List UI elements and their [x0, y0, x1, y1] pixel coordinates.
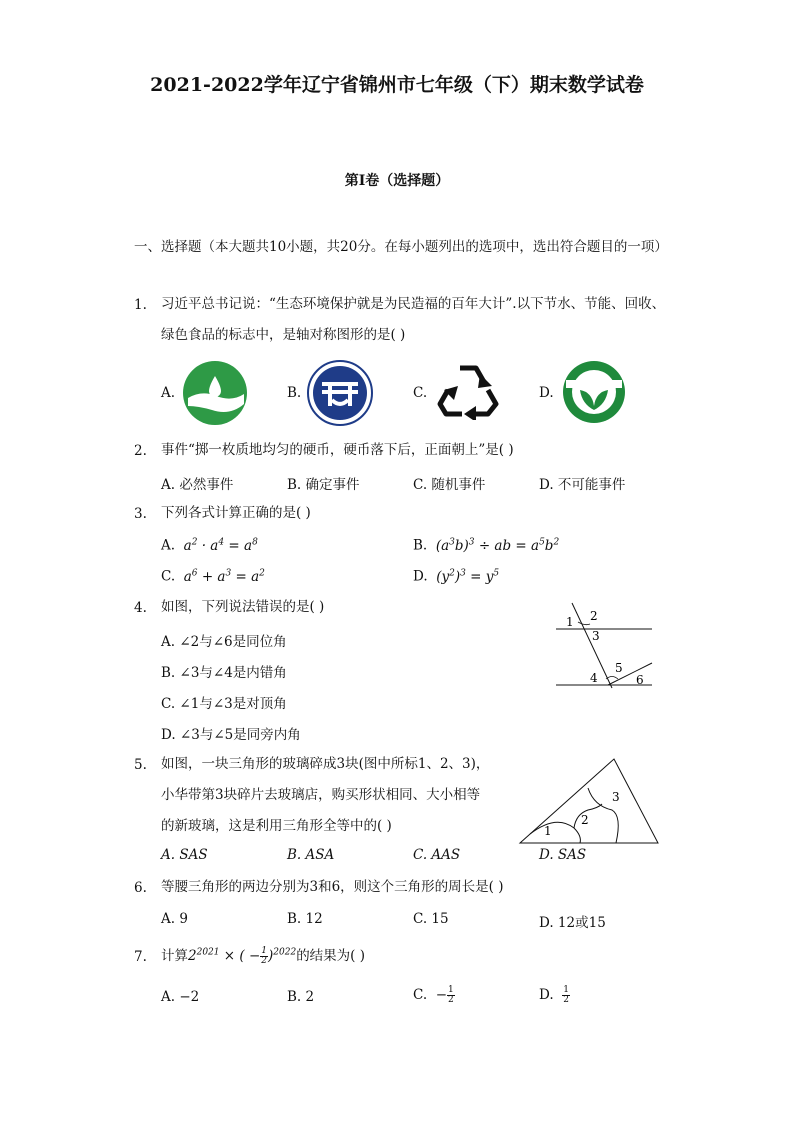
question-number: 3.	[134, 506, 147, 522]
angle-label: 1	[566, 615, 574, 629]
question-number: 7.	[134, 949, 147, 965]
option-b[interactable]: B. 2	[287, 989, 315, 1005]
option-c[interactable]: C. ∠1与∠3是对顶角	[161, 696, 287, 712]
energy-saving-logo-icon	[306, 360, 374, 426]
section-subtitle: 第I卷（选择题）	[344, 173, 450, 189]
option-d[interactable]: D. ∠3与∠5是同旁内角	[161, 727, 301, 743]
question-number: 5.	[134, 757, 147, 773]
option-c[interactable]: C. 随机事件	[413, 477, 486, 493]
option-a[interactable]: A. −2	[161, 989, 200, 1005]
option-c[interactable]: C.	[413, 385, 428, 401]
angles-figure	[552, 600, 656, 690]
paper-title: 2021-2022学年辽宁省锦州市七年级（下）期末数学试卷	[150, 74, 644, 96]
formula: $a^6 + a^3 = a^2$	[183, 568, 265, 585]
option-b[interactable]: B. 确定事件	[287, 477, 360, 493]
option-b[interactable]: B. 12	[287, 911, 323, 927]
question-number: 4.	[134, 600, 147, 616]
option-d[interactable]: D. SAS	[539, 847, 587, 863]
formula: $(y^2)^3 = y^5$	[436, 568, 500, 585]
angle-label: 3	[592, 629, 600, 643]
question-text: 下列各式计算正确的是( )	[161, 505, 311, 521]
option-a[interactable]: A.	[161, 385, 176, 401]
question-text: 如图，下列说法错误的是( )	[161, 599, 325, 615]
broken-glass-triangle-figure	[516, 756, 662, 848]
piece-label: 2	[581, 813, 589, 827]
option-a[interactable]: A. 必然事件	[161, 477, 234, 493]
option-c[interactable]: C. $a^6 + a^3 = a^2$	[161, 568, 265, 585]
option-a[interactable]: A. 9	[161, 911, 188, 927]
option-c[interactable]: C. AAS	[413, 847, 461, 863]
option-b[interactable]: B.	[287, 385, 302, 401]
option-d[interactable]: D. 12或15	[539, 915, 606, 931]
question-text: 计算$2^{2021}$ × ( − $\frac{1}{2}$ )$^{2022}$的结果为( )	[161, 946, 366, 966]
option-b[interactable]: B. ∠3与∠4是内错角	[161, 665, 287, 681]
piece-label: 1	[544, 824, 552, 838]
recycle-logo-icon	[436, 360, 500, 420]
angle-label: 6	[636, 673, 644, 687]
option-a[interactable]: A. SAS	[161, 847, 208, 863]
question-number: 6.	[134, 880, 147, 896]
option-a[interactable]: A. ∠2与∠6是同位角	[161, 634, 287, 650]
question-text: 等腰三角形的两边分别为3和6，则这个三角形的周长是( )	[161, 879, 504, 895]
option-c[interactable]: C. − $\frac{1}{2}$	[413, 985, 454, 1005]
question-text: 习近平总书记说：“生态环境保护就是为民造福的百年大计”.以下节水、节能、回收、绿色食品的标志中，是轴对称图形的是( )	[161, 296, 666, 343]
question-number: 1.	[134, 297, 147, 313]
question-number: 2.	[134, 443, 147, 459]
piece-label: 3	[612, 790, 620, 804]
option-d[interactable]: D. $\frac{1}{2}$	[539, 985, 569, 1005]
option-d[interactable]: D. 不可能事件	[539, 477, 626, 493]
formula: $a^2 \cdot a^4 = a^8$	[183, 537, 258, 554]
formula: $2^{2021}$ × ( − $\frac{1}{2}$ )$^{2022}$	[188, 946, 297, 966]
option-b[interactable]: B. $(a^3b)^3$ ÷ ab = $a^5b^2$	[413, 537, 560, 554]
green-food-logo-icon	[560, 360, 628, 424]
option-d[interactable]: D. $(y^2)^3 = y^5$	[413, 568, 500, 585]
option-c[interactable]: C. 15	[413, 911, 449, 927]
angle-label: 5	[615, 661, 623, 675]
angle-label: 2	[590, 609, 598, 623]
option-a[interactable]: A. $a^2 \cdot a^4 = a^8$	[161, 537, 258, 554]
water-saving-logo-icon	[182, 360, 248, 426]
question-text: 如图，一块三角形的玻璃碎成3块(图中所标1、2、3)， 小华带第3块碎片去玻璃店，购买形状相同、大小相等 的新玻璃，这是利用三角形全等中的( )	[161, 756, 490, 834]
question-text: 事件“掷一枚质地均匀的硬币，硬币落下后，正面朝上”是( )	[161, 442, 514, 458]
option-d[interactable]: D.	[539, 385, 554, 401]
option-b[interactable]: B. ASA	[287, 847, 335, 863]
angle-label: 4	[590, 671, 598, 685]
section-heading: 一、选择题（本大题共10小题，共20分。在每小题列出的选项中，选出符合题目的一项）	[134, 239, 668, 255]
formula: $(a^3b)^3$ ÷ ab = $a^5b^2$	[435, 537, 560, 554]
